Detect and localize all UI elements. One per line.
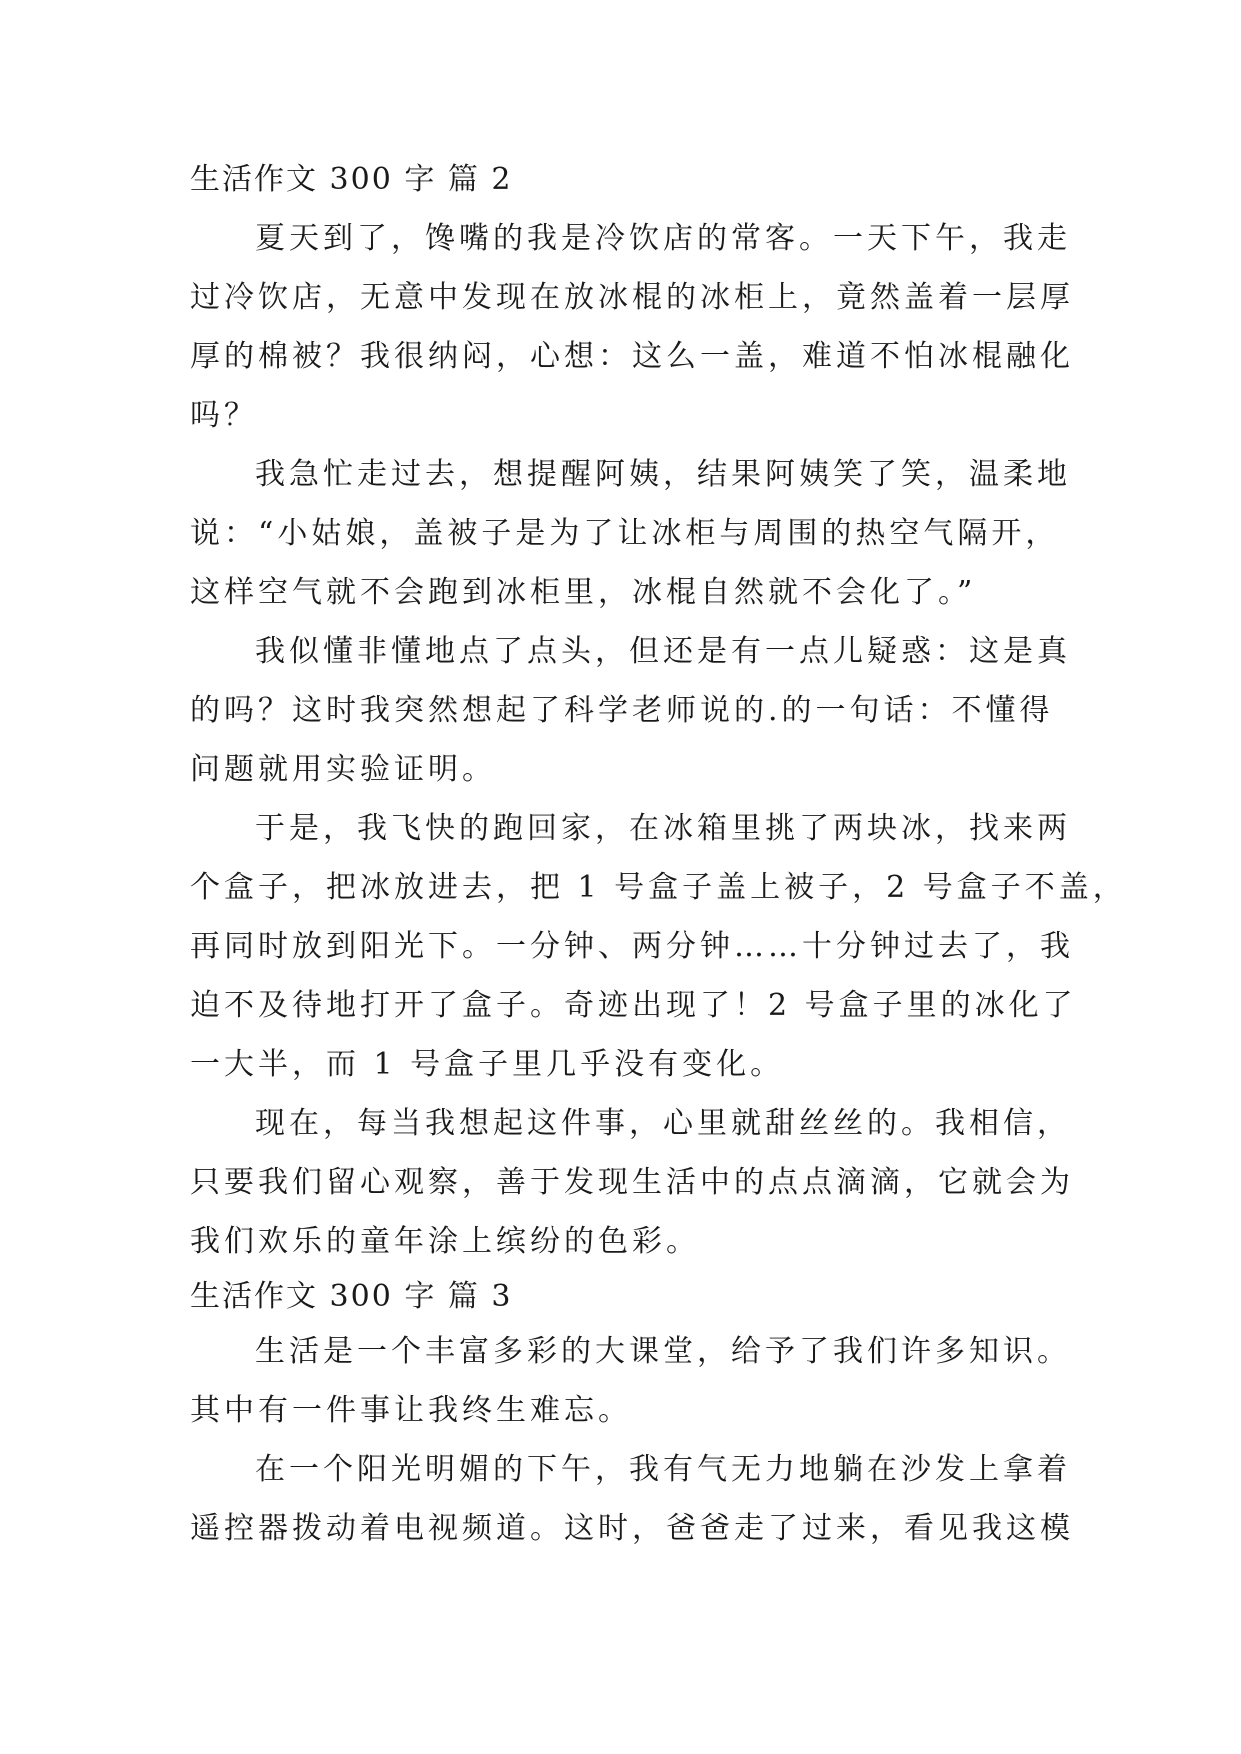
paragraph-line: 于是，我飞快的跑回家，在冰箱里挑了两块冰，找来两 bbox=[255, 811, 1071, 846]
paragraph-line: 我急忙走过去，想提醒阿姨，结果阿姨笑了笑，温柔地 bbox=[255, 457, 1071, 492]
paragraph-line: 夏天到了，馋嘴的我是冷饮店的常客。一天下午，我走 bbox=[255, 221, 1071, 256]
paragraph-line: 我似懂非懂地点了点头，但还是有一点儿疑惑：这是真 bbox=[255, 634, 1071, 669]
paragraph-line: 现在，每当我想起这件事，心里就甜丝丝的。我相信， bbox=[255, 1106, 1071, 1141]
paragraph-line: 一大半，而 1 号盒子里几乎没有变化。 bbox=[190, 1047, 785, 1082]
paragraph-line: 问题就用实验证明。 bbox=[190, 752, 496, 787]
paragraph-line: 吗？ bbox=[190, 398, 258, 433]
paragraph-line: 迫不及待地打开了盒子。奇迹出现了！2 号盒子里的冰化了 bbox=[190, 988, 1077, 1023]
paragraph-line: 这样空气就不会跑到冰柜里，冰棍自然就不会化了。” bbox=[190, 575, 977, 610]
paragraph-line: 的吗？这时我突然想起了科学老师说的.的一句话：不懂得 bbox=[190, 693, 1054, 728]
paragraph-line: 过冷饮店，无意中发现在放冰棍的冰柜上，竟然盖着一层厚 bbox=[190, 280, 1074, 315]
paragraph-line: 只要我们留心观察，善于发现生活中的点点滴滴，它就会为 bbox=[190, 1165, 1074, 1200]
paragraph-line: 我们欢乐的童年涂上缤纷的色彩。 bbox=[190, 1224, 700, 1259]
paragraph-line: 其中有一件事让我终生难忘。 bbox=[190, 1393, 632, 1428]
section-2-title: 生活作文 300 字 篇 2 bbox=[190, 162, 513, 197]
paragraph-line: 厚的棉被？我很纳闷，心想：这么一盖，难道不怕冰棍融化 bbox=[190, 339, 1074, 374]
paragraph-line: 说：“小姑娘，盖被子是为了让冰柜与周围的热空气隔开， bbox=[190, 516, 1060, 551]
section-3-title: 生活作文 300 字 篇 3 bbox=[190, 1279, 513, 1314]
paragraph-line: 在一个阳光明媚的下午，我有气无力地躺在沙发上拿着 bbox=[255, 1452, 1071, 1487]
paragraph-line: 个盒子，把冰放进去，把 1 号盒子盖上被子，2 号盒子不盖， bbox=[190, 870, 1127, 905]
paragraph-line: 生活是一个丰富多彩的大课堂，给予了我们许多知识。 bbox=[255, 1334, 1071, 1369]
paragraph-line: 遥控器拨动着电视频道。这时，爸爸走了过来，看见我这模 bbox=[190, 1511, 1074, 1546]
paragraph-line: 再同时放到阳光下。一分钟、两分钟……十分钟过去了，我 bbox=[190, 929, 1074, 964]
